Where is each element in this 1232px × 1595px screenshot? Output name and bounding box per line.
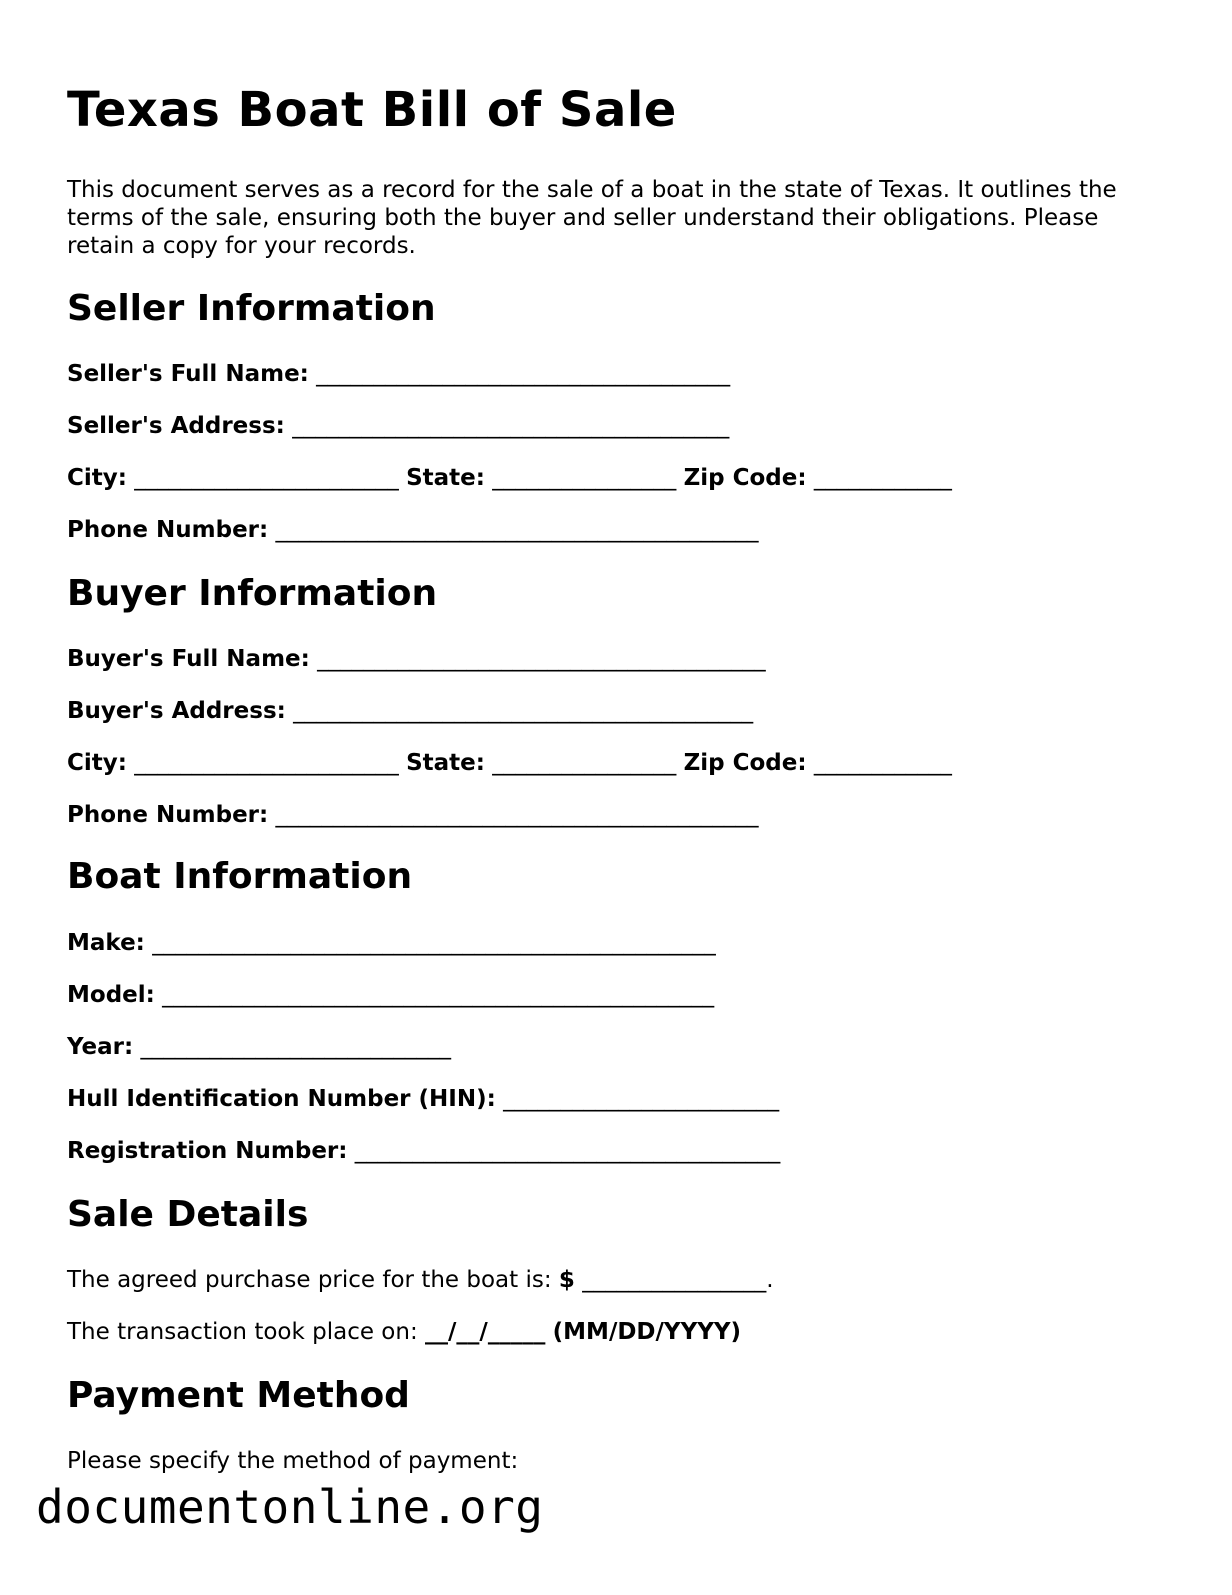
buyer-full-name-field[interactable] — [67, 644, 766, 674]
buyer-address-label: Buyer's Address: — [67, 698, 286, 724]
buyer-full-name-blank[interactable]: _______________________________________ — [317, 646, 766, 672]
boat-registration-blank[interactable]: _____________________________________ — [354, 1138, 781, 1164]
seller-address-label: Seller's Address: — [67, 413, 285, 439]
boat-make-field[interactable] — [67, 928, 716, 958]
boat-hin-field[interactable] — [67, 1084, 779, 1114]
boat-make-blank[interactable]: _________________________________________________ — [152, 930, 716, 956]
sale-date-format: (MM/DD/YYYY) — [552, 1319, 742, 1345]
boat-section-heading: Boat Information — [67, 856, 413, 897]
buyer-city-label: City: — [67, 750, 127, 776]
sale-price-row — [67, 1265, 774, 1295]
buyer-zip-label: Zip Code: — [683, 750, 807, 776]
seller-phone-field[interactable] — [67, 515, 759, 545]
boat-hin-label: Hull Identification Number (HIN): — [67, 1086, 496, 1112]
buyer-city-state-zip-row — [67, 748, 952, 778]
payment-instruction — [67, 1446, 518, 1476]
buyer-section-heading: Buyer Information — [67, 573, 438, 614]
seller-phone-label: Phone Number: — [67, 517, 269, 543]
seller-section-heading: Seller Information — [67, 288, 436, 329]
boat-year-field[interactable] — [67, 1032, 451, 1062]
sale-price-text: The agreed purchase price for the boat is: — [67, 1267, 552, 1293]
seller-state-label: State: — [406, 465, 485, 491]
buyer-phone-label: Phone Number: — [67, 802, 269, 828]
sale-price-currency: $ — [558, 1267, 575, 1293]
boat-year-label: Year: — [67, 1034, 134, 1060]
sale-date-text: The transaction took place on: — [67, 1319, 418, 1345]
seller-full-name-field[interactable] — [67, 359, 730, 389]
seller-city-blank[interactable]: _______________________ — [134, 465, 399, 491]
boat-model-blank[interactable]: ________________________________________________ — [162, 982, 715, 1008]
seller-city-state-zip-row — [67, 463, 952, 493]
buyer-zip-blank[interactable]: ____________ — [813, 750, 952, 776]
seller-zip-blank[interactable]: ____________ — [813, 465, 952, 491]
boat-year-blank[interactable]: ___________________________ — [140, 1034, 452, 1060]
buyer-city-blank[interactable]: _______________________ — [134, 750, 399, 776]
sale-section-heading: Sale Details — [67, 1194, 309, 1235]
boat-hin-blank[interactable]: ________________________ — [503, 1086, 780, 1112]
payment-instruction-text: Please specify the method of payment: — [67, 1448, 519, 1474]
buyer-state-label: State: — [406, 750, 485, 776]
buyer-phone-blank[interactable]: __________________________________________ — [275, 802, 759, 828]
boat-registration-field[interactable] — [67, 1136, 780, 1166]
seller-address-blank[interactable]: ______________________________________ — [292, 413, 730, 439]
sale-date-blank[interactable]: __/__/_____ — [425, 1319, 546, 1345]
seller-state-blank[interactable]: ________________ — [492, 465, 677, 491]
boat-model-field[interactable] — [67, 980, 714, 1010]
seller-city-label: City: — [67, 465, 127, 491]
seller-full-name-blank[interactable]: ____________________________________ — [316, 361, 731, 387]
watermark: documentonline.org — [36, 1480, 544, 1534]
buyer-full-name-label: Buyer's Full Name: — [67, 646, 310, 672]
document-title: Texas Boat Bill of Sale — [67, 82, 677, 138]
buyer-phone-field[interactable] — [67, 800, 759, 830]
boat-make-label: Make: — [67, 930, 145, 956]
seller-full-name-label: Seller's Full Name: — [67, 361, 309, 387]
buyer-address-blank[interactable]: ________________________________________ — [293, 698, 754, 724]
payment-section-heading: Payment Method — [67, 1375, 410, 1416]
sale-price-period: . — [766, 1267, 774, 1293]
seller-address-field[interactable] — [67, 411, 729, 441]
boat-registration-label: Registration Number: — [67, 1138, 348, 1164]
seller-phone-blank[interactable]: __________________________________________ — [275, 517, 759, 543]
buyer-address-field[interactable] — [67, 696, 753, 726]
intro-paragraph: This document serves as a record for the sale of a boat in the state of Texas. It outlines the terms of the sale, ensuring both the buyer and seller understand their obligations. Please retain a copy for your records. — [67, 177, 1117, 259]
sale-price-blank[interactable]: ________________ — [582, 1267, 767, 1293]
boat-model-label: Model: — [67, 982, 155, 1008]
buyer-state-blank[interactable]: ________________ — [492, 750, 677, 776]
seller-zip-label: Zip Code: — [683, 465, 807, 491]
sale-date-row — [67, 1317, 741, 1347]
